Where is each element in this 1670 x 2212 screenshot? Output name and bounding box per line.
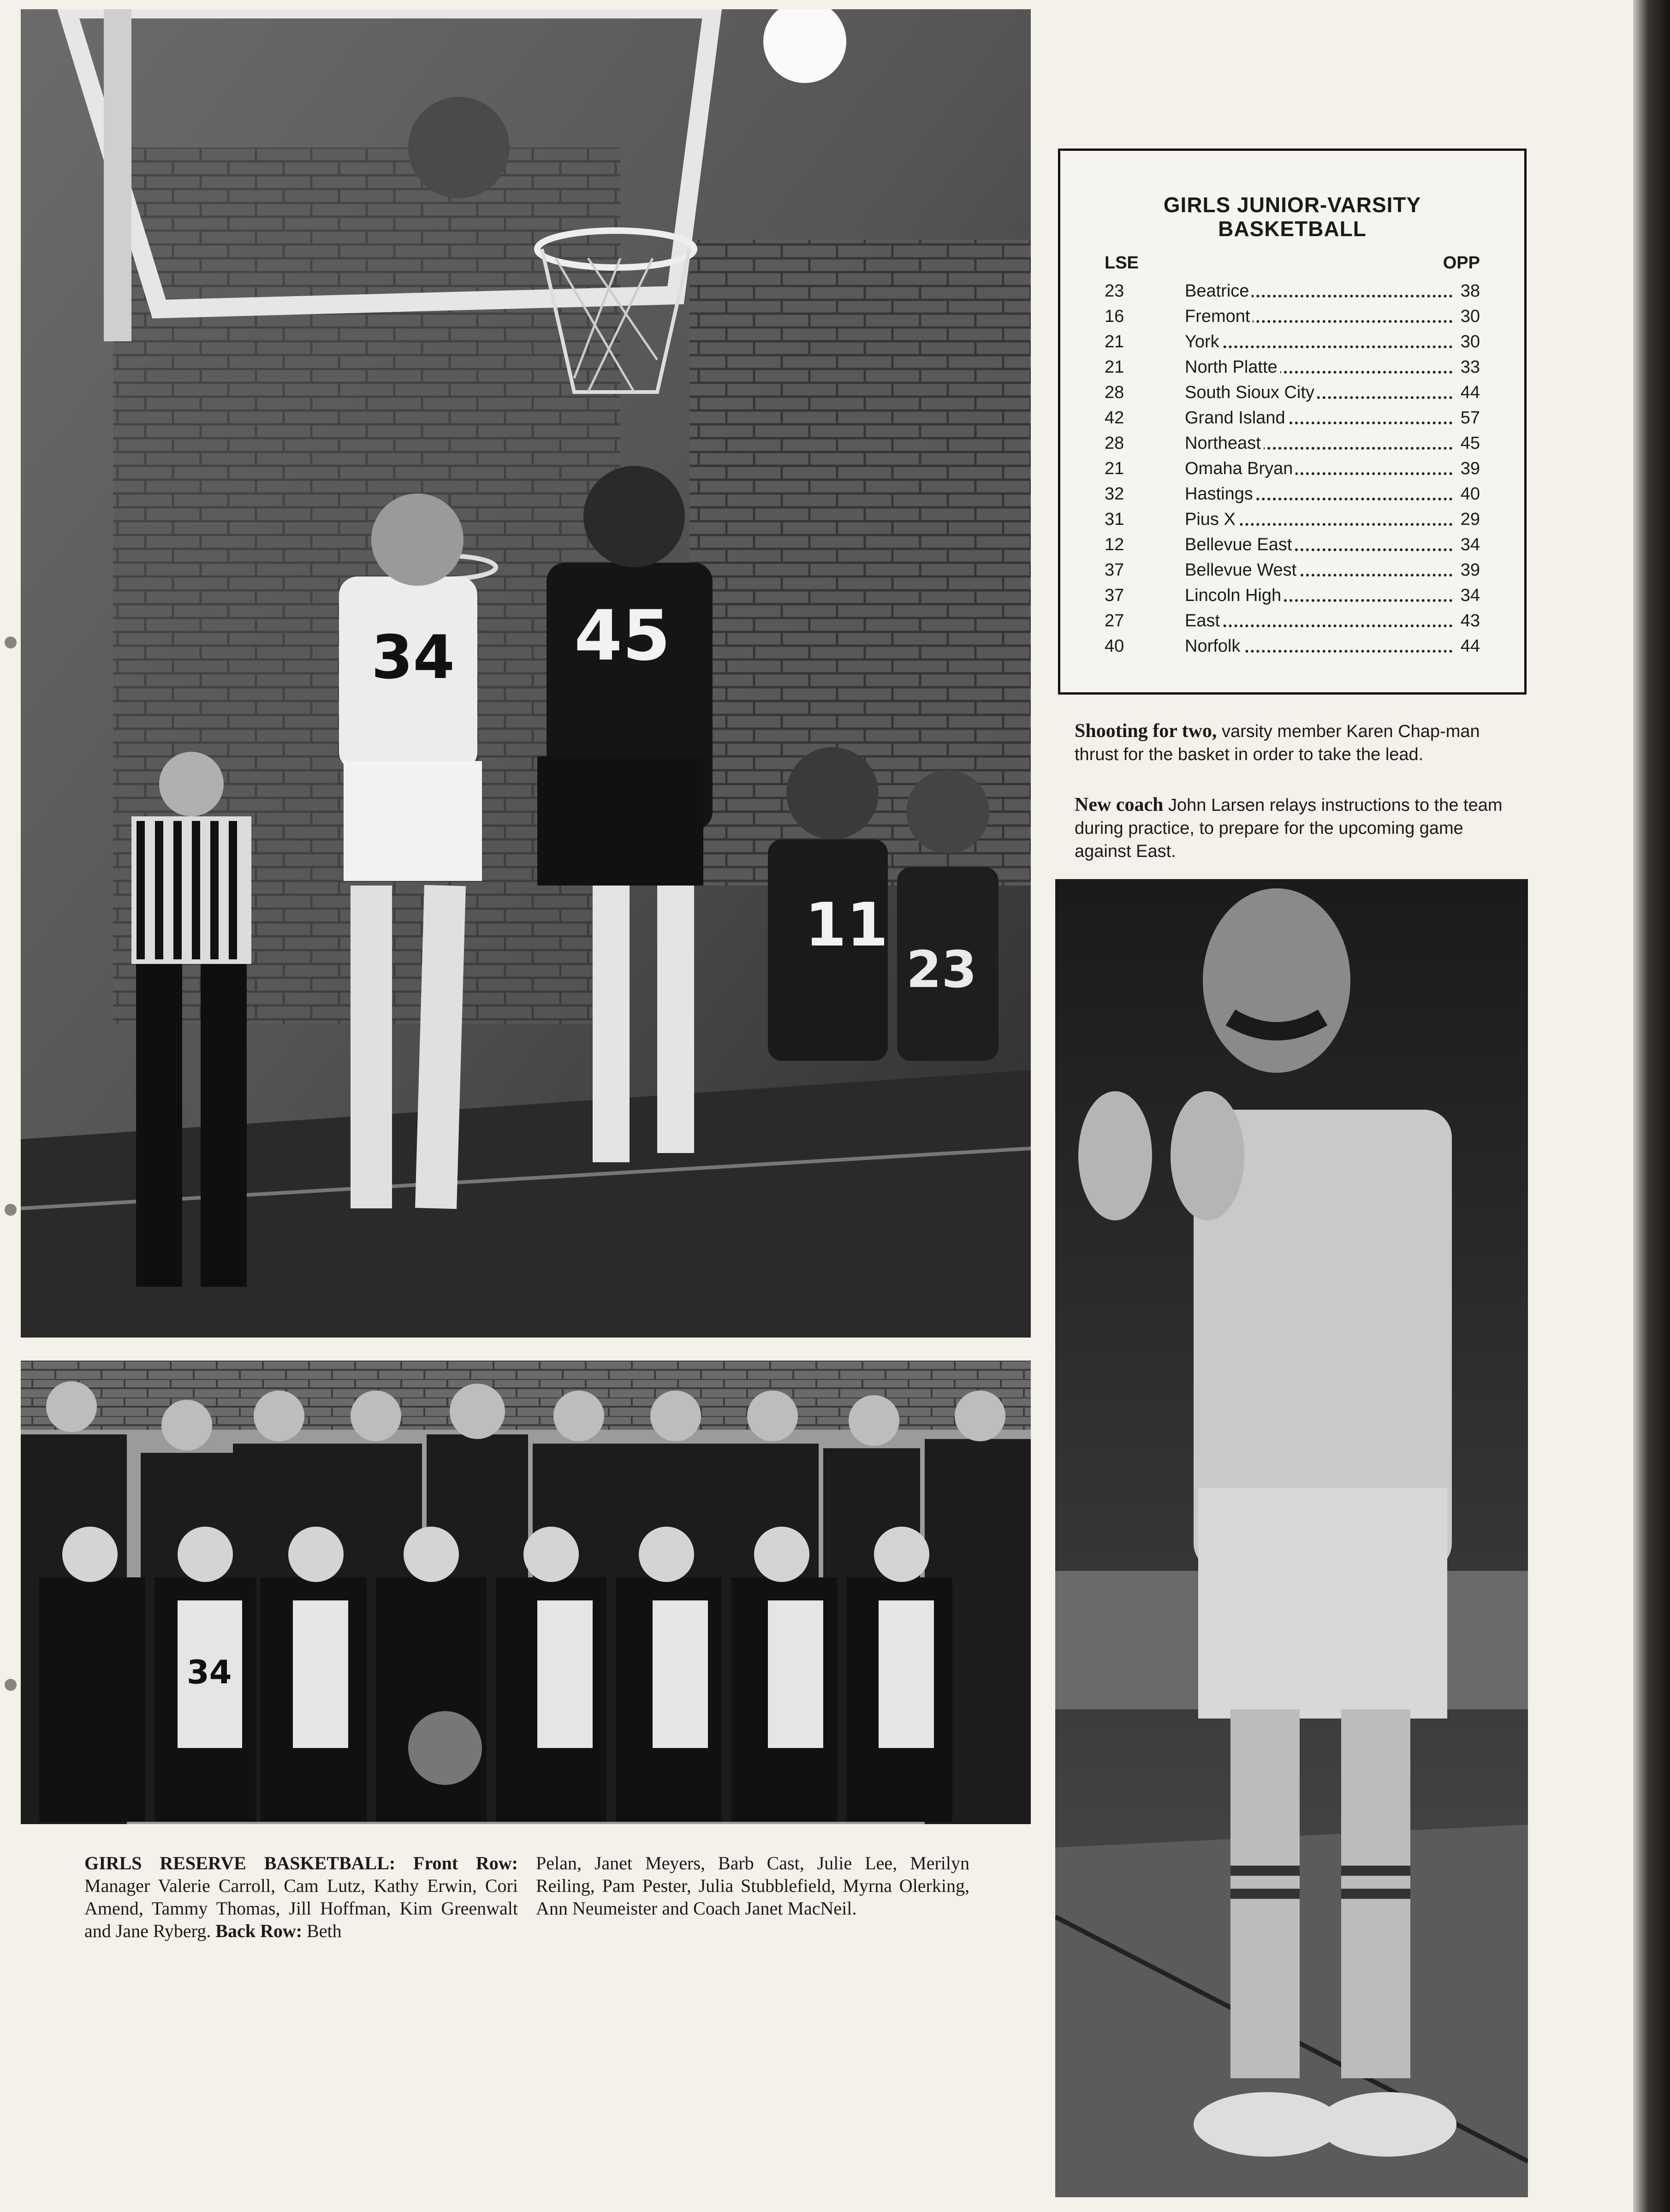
caption-lead: Shooting for two, (1075, 720, 1217, 742)
opponent-name: Fremont (1185, 307, 1253, 326)
schedule-row (1105, 456, 1480, 482)
opp-score: 45 (1458, 431, 1480, 456)
schedule-row (1105, 304, 1480, 329)
reserve-caption-col1 (84, 1852, 518, 1942)
schedule-row (1105, 355, 1480, 380)
binder-hole (5, 1679, 17, 1691)
lse-score: 40 (1105, 636, 1124, 656)
opponent-name: Northeast (1185, 434, 1264, 453)
schedule-row (1105, 634, 1480, 659)
lse-score: 21 (1105, 357, 1124, 377)
schedule-row (1105, 329, 1480, 355)
opp-score: 40 (1458, 482, 1480, 507)
opponent-name: Lincoln High (1185, 586, 1284, 605)
jersey-number: 23 (906, 940, 977, 999)
coach-photo (1055, 879, 1528, 2197)
caption-lead: New coach (1075, 794, 1164, 815)
lse-score: 28 (1105, 434, 1124, 453)
column-opp: OPP (1443, 253, 1480, 273)
lse-score: 21 (1105, 332, 1124, 351)
back-row-names-start: Beth (302, 1921, 342, 1941)
opponent-cell (1185, 456, 1480, 482)
opponent-name: North Platte (1185, 357, 1280, 377)
lse-score: 21 (1105, 459, 1124, 478)
schedule-row (1105, 532, 1480, 558)
opp-score: 34 (1458, 583, 1480, 608)
opp-score: 29 (1458, 507, 1480, 532)
schedule-subtitle: BASKETBALL (1218, 217, 1367, 241)
opponent-name: East (1185, 611, 1223, 630)
opp-score: 30 (1458, 304, 1480, 329)
opponent-cell (1185, 329, 1480, 355)
lse-score: 37 (1105, 560, 1124, 580)
column-lse: LSE (1105, 253, 1139, 273)
shooting-caption (1075, 719, 1517, 766)
opp-score: 34 (1458, 532, 1480, 558)
opponent-name: Norfolk (1185, 636, 1243, 656)
binder-hole (5, 1204, 17, 1216)
dot-leader (1185, 624, 1452, 627)
opponent-name: Hastings (1185, 484, 1256, 504)
front-row-label: Front Row: (413, 1853, 518, 1873)
opp-score: 38 (1458, 279, 1480, 304)
lse-score: 32 (1105, 484, 1124, 504)
opponent-cell (1185, 304, 1480, 329)
opponent-name: Grand Island (1185, 408, 1288, 428)
opp-score: 44 (1458, 380, 1480, 405)
lse-score: 42 (1105, 408, 1124, 428)
back-row-names-end: Pelan, Janet Meyers, Barb Cast, Julie Lee, Merilyn Reiling, Pam Pester, Julia Stubblefield, Myrna Olerking, Ann Neumeister and Coach Janet MacNeil. (536, 1853, 969, 1919)
lse-score: 37 (1105, 586, 1124, 605)
page-binding (1633, 0, 1670, 2212)
opp-score: 30 (1458, 329, 1480, 355)
caption-text: John Larsen relays instructions to the team during practice, to prepare for the upcoming game against East. (1075, 796, 1503, 861)
caption-text: varsity member Karen Chap-man thrust for the basket in order to take the lead. (1075, 722, 1480, 764)
opponent-name: South Sioux City (1185, 383, 1317, 402)
jersey-number: 11 (805, 890, 888, 960)
opponent-name: Bellevue West (1185, 560, 1299, 580)
binder-hole (5, 636, 17, 648)
back-row-label: Back Row: (215, 1921, 303, 1941)
schedule-list (1105, 279, 1480, 659)
schedule-title: GIRLS JUNIOR-VARSITY (1163, 193, 1421, 217)
schedule-row (1105, 380, 1480, 405)
opponent-cell (1185, 532, 1480, 558)
schedule-header (1105, 253, 1480, 276)
opponent-cell (1185, 355, 1480, 380)
opponent-cell (1185, 507, 1480, 532)
lse-score: 16 (1105, 307, 1124, 326)
lse-score: 23 (1105, 281, 1124, 301)
schedule-row (1105, 558, 1480, 583)
lse-score: 28 (1105, 383, 1124, 402)
opponent-name: Bellevue East (1185, 535, 1295, 554)
lse-score: 27 (1105, 611, 1124, 630)
opp-score: 44 (1458, 634, 1480, 659)
reserve-team-photo (21, 1361, 1031, 1824)
basketball-action-photo (21, 9, 1031, 1338)
schedule-row (1105, 482, 1480, 507)
opponent-name: Pius X (1185, 510, 1238, 529)
opponent-cell (1185, 380, 1480, 405)
opponent-cell (1185, 583, 1480, 608)
jv-schedule-box (1058, 149, 1527, 695)
lse-score: 31 (1105, 510, 1124, 529)
schedule-row (1105, 608, 1480, 634)
opp-score: 39 (1458, 456, 1480, 482)
opponent-cell (1185, 431, 1480, 456)
opp-score: 43 (1458, 608, 1480, 634)
opponent-name: Omaha Bryan (1185, 459, 1296, 478)
opp-score: 39 (1458, 558, 1480, 583)
opponent-cell (1185, 279, 1480, 304)
opponent-name: York (1185, 332, 1222, 351)
schedule-row (1105, 583, 1480, 608)
reserve-heading: GIRLS RESERVE BASKETBALL: (84, 1853, 396, 1873)
coach-caption (1075, 793, 1517, 863)
opponent-name: Beatrice (1185, 281, 1252, 301)
jersey-number: 34 (187, 1653, 232, 1691)
opponent-cell (1185, 634, 1480, 659)
opponent-cell (1185, 482, 1480, 507)
opponent-cell (1185, 405, 1480, 431)
schedule-row (1105, 431, 1480, 456)
opp-score: 57 (1458, 405, 1480, 431)
front-row-names: Manager Valerie Carroll, Cam Lutz, Kathy Erwin, Cori Amend, Tammy Thomas, Jill Hoffman, Kim Greenwalt and Jane Ryberg. (84, 1875, 518, 1941)
schedule-row (1105, 279, 1480, 304)
jersey-number: 45 (574, 596, 671, 676)
schedule-row (1105, 507, 1480, 532)
opponent-cell (1185, 558, 1480, 583)
reserve-caption-col2 (536, 1852, 969, 1920)
jersey-number: 34 (371, 622, 455, 692)
lse-score: 12 (1105, 535, 1124, 554)
schedule-row (1105, 405, 1480, 431)
opp-score: 33 (1458, 355, 1480, 380)
dot-leader (1185, 345, 1452, 348)
opponent-cell (1185, 608, 1480, 634)
